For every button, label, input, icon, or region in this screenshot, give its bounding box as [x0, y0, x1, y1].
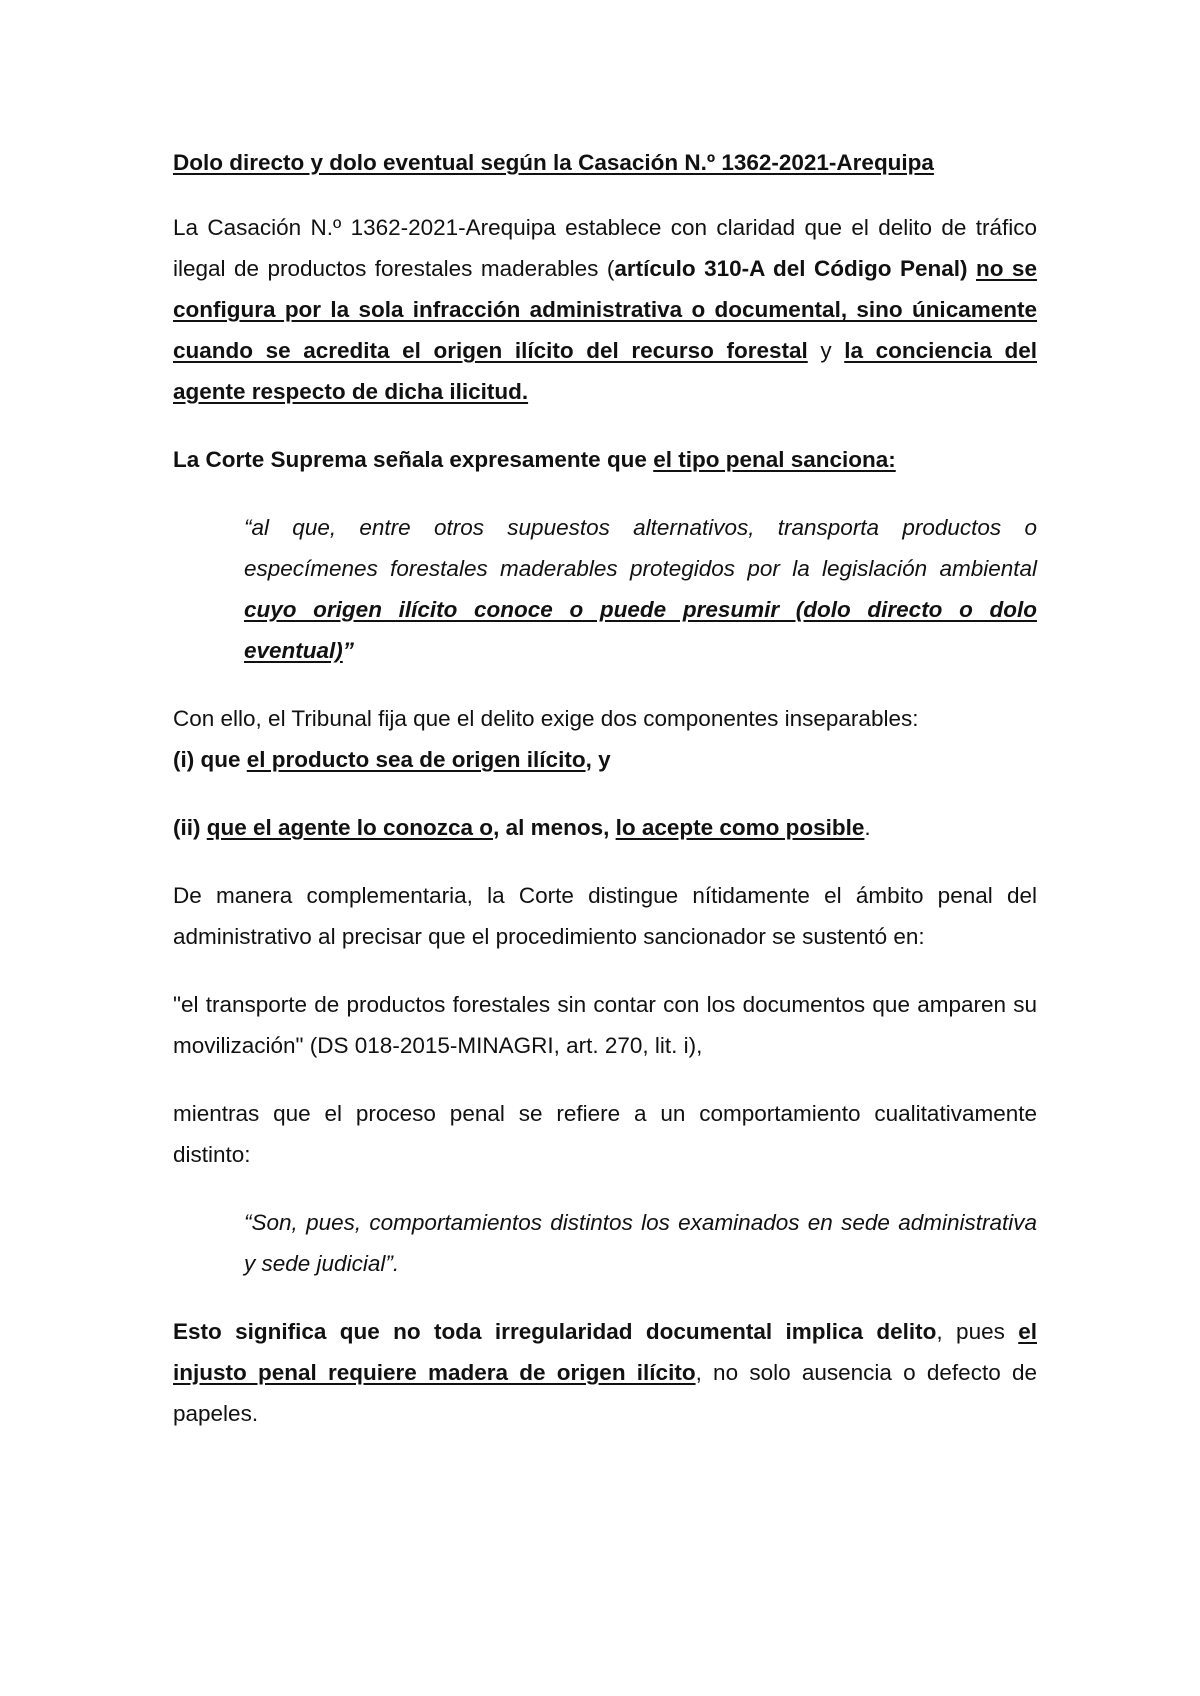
paragraph-corte-suprema: La Corte Suprema señala expresamente que el tipo penal sanciona: — [173, 447, 896, 472]
emphasis-origin-illicit: no se configura por la sola infracción administrativa o documental, sino únicamente cuando se acredita el origen ilícito del recurso forestal — [173, 256, 1037, 363]
paragraph-ds-citation: "el transporte de productos forestales sin contar con los documentos que amparen su movilización" (DS 018-2015-MINAGRI, art. 270, lit. i), — [173, 992, 1037, 1058]
emphasis-dolo: cuyo origen ilícito conoce o puede presumir (dolo directo o dolo eventual) — [244, 597, 1037, 663]
emphasis-agente-conozca: que el agente lo conozca o — [206, 815, 494, 840]
document-title — [173, 142, 1037, 183]
paragraph-complementaria: De manera complementaria, la Corte distingue nítidamente el ámbito penal del administrativo al precisar que el procedimiento sancionador se sustentó en: — [173, 883, 1037, 949]
paragraph-componente-ii: (ii) que el agente lo conozca o, al menos, lo acepte como posible. — [173, 815, 871, 840]
emphasis-agent-awareness: la conciencia del agente respecto de dicha ilicitud. — [173, 338, 1037, 404]
paragraph-componentes: Con ello, el Tribunal fija que el delito exige dos componentes inseparables: (i) que el producto sea de origen ilícito, y — [173, 706, 919, 772]
paragraph-casacion-intro: La Casación N.º 1362-2021-Arequipa establece con claridad que el delito de tráfico ilegal de productos forestales maderables (artículo 310-A del Código Penal) no se configura por la sola infracción administrativa o documental, sino únicamente cuando se acredita el origen ilícito del recurso forestal y la conciencia del agente respecto de dicha ilicitud. — [173, 215, 1037, 404]
quote-tipo-penal: “al que, entre otros supuestos alternativos, transporta productos o especímenes forestales maderables protegidos por la legislación ambiental cuyo origen ilícito conoce o puede presumir (dolo directo o dolo eventual)” — [244, 515, 1037, 663]
emphasis-injusto-penal: el injusto penal requiere madera de origen ilícito — [173, 1319, 1037, 1385]
quote-comportamientos: “Son, pues, comportamientos distintos los examinados en sede administrativa y sede judicial”. — [244, 1210, 1037, 1276]
emphasis-acepte-posible: lo acepte como posible — [615, 815, 865, 840]
emphasis-producto-ilicito: el producto sea de origen ilícito — [246, 747, 586, 772]
title-text: Dolo directo y dolo eventual según la Casación N.º 1362-2021-Arequipa — [173, 150, 934, 175]
paragraph-proceso-penal: mientras que el proceso penal se refiere a un comportamiento cualitativamente distinto: — [173, 1101, 1037, 1167]
paragraph-conclusion: Esto significa que no toda irregularidad documental implica delito, pues el injusto penal requiere madera de origen ilícito, no solo ausencia o defecto de papeles. — [173, 1319, 1037, 1426]
article-reference: artículo 310-A del Código Penal) — [614, 256, 968, 281]
emphasis-tipo-penal: el tipo penal sanciona: — [653, 447, 896, 472]
